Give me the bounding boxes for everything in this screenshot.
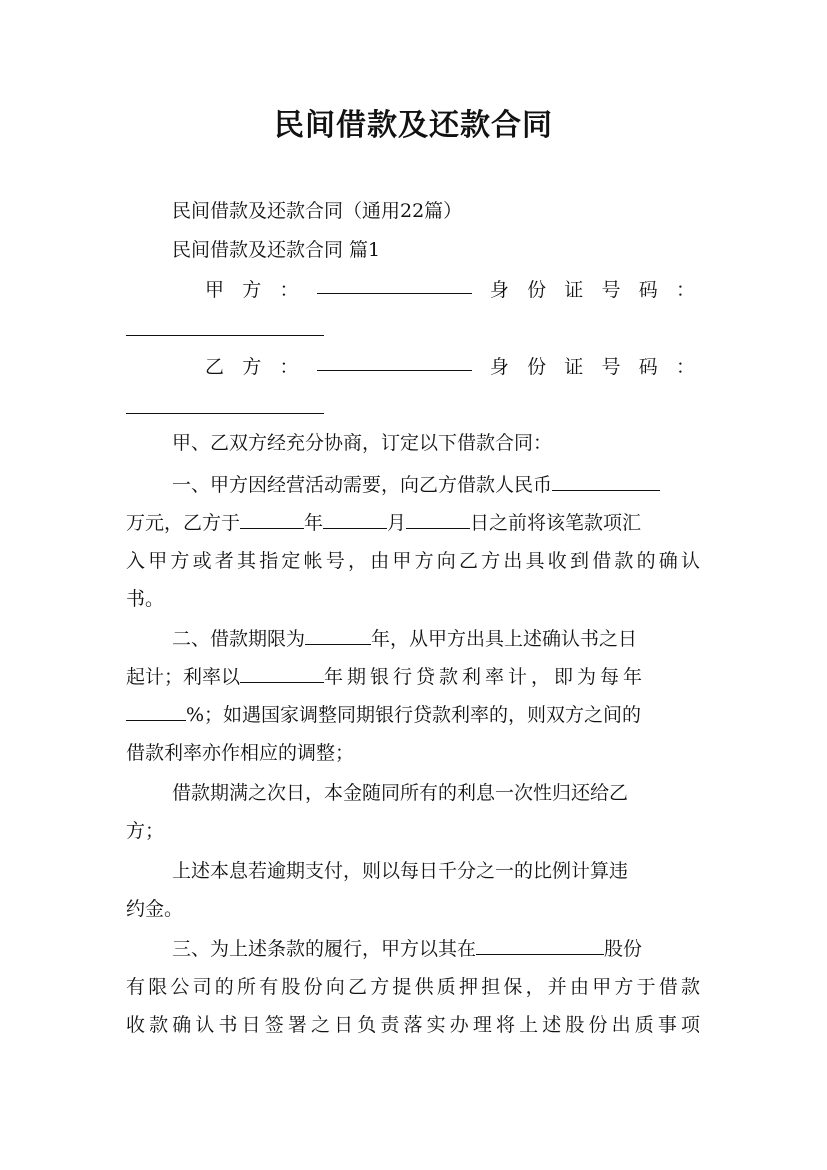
party-b-id-char: 份 xyxy=(527,356,547,378)
company-blank xyxy=(476,936,604,955)
clause-1-line-4: 书。 xyxy=(126,588,165,610)
party-a-id-blank xyxy=(126,334,324,336)
document-subtitle: 民间借款及还款合同（通用22篇） xyxy=(172,200,463,222)
clause-1-text: 年 xyxy=(304,512,324,534)
clause-1-line-1 xyxy=(172,470,752,500)
clause-2-line-4: 借款利率亦作相应的调整； xyxy=(126,742,355,764)
party-a-id-char: 证 xyxy=(564,279,584,301)
clause-1-text: 万元，乙方于 xyxy=(126,512,241,534)
penalty-line-2: 约金。 xyxy=(126,898,184,920)
party-b-id-char: 号 xyxy=(601,356,621,378)
maturity-line-2: 方； xyxy=(126,820,165,842)
rate-percent-blank xyxy=(126,702,186,721)
clause-1-line-3: 入甲方或者其指定帐号，由甲方向乙方出具收到借款的确认 xyxy=(126,550,700,572)
clause-1-text: 月 xyxy=(387,512,407,534)
clause-2-text: 起计；利率以 xyxy=(126,666,241,688)
section-heading: 民间借款及还款合同 篇1 xyxy=(172,239,381,261)
party-b-row xyxy=(205,352,695,382)
clause-3-text: 股份 xyxy=(604,938,643,960)
clause-2-line-1 xyxy=(172,624,752,654)
clause-3-text: 三、为上述条款的履行，甲方以其在 xyxy=(172,938,477,960)
year-blank xyxy=(240,510,304,529)
party-b-label-char: 乙 xyxy=(205,356,225,378)
day-blank xyxy=(406,510,470,529)
party-b-id-char: 码 xyxy=(638,356,658,378)
clause-2-line-3 xyxy=(126,700,706,730)
clause-2-text: 年期银行贷款利率计，即为每年 xyxy=(324,666,647,688)
clause-3-line-1 xyxy=(172,934,752,964)
party-a-name-blank xyxy=(317,275,472,294)
clause-2-text: 二、借款期限为 xyxy=(172,628,306,650)
party-b-id-char: 身 xyxy=(489,356,509,378)
party-a-label-char: 方 xyxy=(242,279,262,301)
party-b-id-blank xyxy=(126,412,324,414)
clause-2-text: 年，从甲方出具上述确认书之日 xyxy=(371,628,638,650)
month-blank xyxy=(323,510,387,529)
amount-blank xyxy=(552,472,660,491)
party-a-id-char: 号 xyxy=(601,279,621,301)
party-a-id-char: 身 xyxy=(489,279,509,301)
party-a-label-char: ： xyxy=(279,279,299,301)
clause-3-line-2: 有限公司的所有股份向乙方提供质押担保，并由甲方于借款 xyxy=(126,976,700,998)
clause-1-text: 一、甲方因经营活动需要，向乙方借款人民币 xyxy=(172,474,553,496)
party-a-label-char: 甲 xyxy=(205,279,225,301)
party-b-id-char: 证 xyxy=(564,356,584,378)
party-b-label-char: 方 xyxy=(242,356,262,378)
clause-3-line-3: 收款确认书日签署之日负责落实办理将上述股份出质事项 xyxy=(126,1014,700,1036)
party-a-id-char: ： xyxy=(675,279,695,301)
clause-1-line-2 xyxy=(126,508,706,538)
party-a-id-char: 码 xyxy=(638,279,658,301)
clause-2-text: %；如遇国家调整同期银行贷款利率的，则双方之间的 xyxy=(186,704,642,726)
maturity-line-1: 借款期满之次日，本金随同所有的利息一次性归还给乙 xyxy=(172,782,629,804)
rate-period-blank xyxy=(240,664,324,683)
party-b-label-char: ： xyxy=(279,356,299,378)
intro-paragraph: 甲、乙双方经充分协商，订定以下借款合同： xyxy=(172,432,553,454)
party-a-id-char: 份 xyxy=(527,279,547,301)
clause-1-text: 日之前将该笔款项汇 xyxy=(470,512,642,534)
party-b-id-char: ： xyxy=(675,356,695,378)
party-b-name-blank xyxy=(317,352,472,371)
document-title: 民间借款及还款合同 xyxy=(274,108,553,143)
term-years-blank xyxy=(305,626,371,645)
clause-2-line-2 xyxy=(126,662,706,692)
penalty-line-1: 上述本息若逾期支付，则以每日千分之一的比例计算违 xyxy=(172,860,629,882)
party-a-row xyxy=(205,275,695,305)
